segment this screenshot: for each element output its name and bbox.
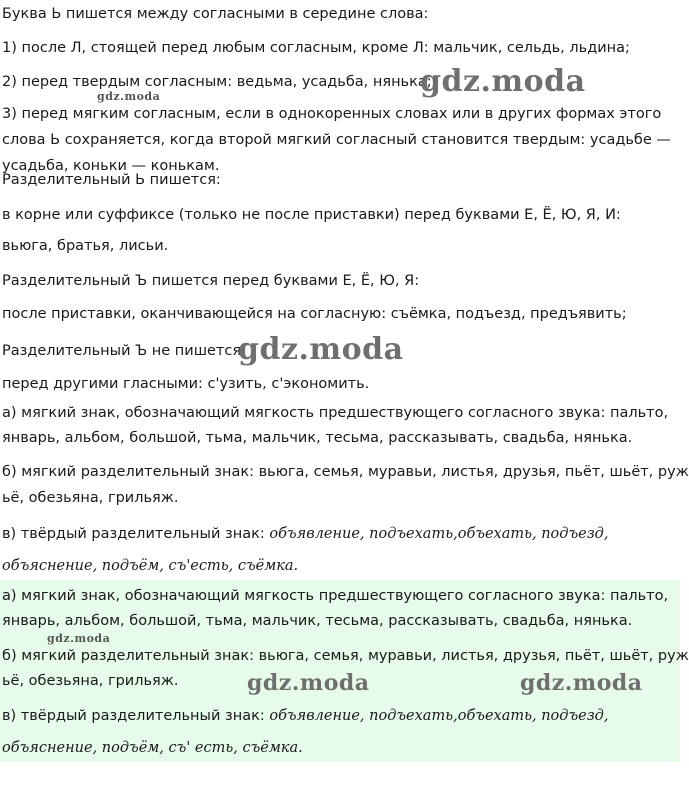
answer2-c-line-2: объяснение, подъём, съ' есть, съёмка.: [2, 740, 303, 756]
rule-3-line-1: 3) перед мягким согласным, если в однокоренных словах или в других формах этого: [2, 106, 662, 122]
watermark-4: gdz.moda: [520, 670, 643, 696]
watermark-small-1: gdz.moda: [97, 90, 161, 103]
section4-title: Разделительный Ъ не пишется:: [2, 343, 246, 359]
answer1-c-label: в) твёрдый разделительный знак:: [2, 526, 270, 542]
rule-3-line-2: слова Ь сохраняется, когда второй мягкий согласный становится твердым: усадьбе —: [2, 132, 671, 148]
rule-2: 2) перед твердым согласным: ведьма, усадьба, нянька;: [2, 74, 432, 90]
answer1-b-line-2: ьё, обезьяна, грильяж.: [2, 490, 179, 506]
section1-title: Буква Ь пишется между согласными в середине слова:: [2, 6, 429, 22]
answer1-c-line-1: [2, 524, 608, 544]
answer2-c-line-1: [2, 706, 608, 726]
rule-3-line-3: усадьба, коньки — конькам.: [2, 158, 220, 174]
section4-rule: перед другими гласными: с'узить, с'экономить.: [2, 376, 370, 392]
answer1-c-line-2: объяснение, подъём, съ'есть, съёмка.: [2, 558, 299, 574]
section2-title: Разделительный Ь пишется:: [2, 172, 221, 188]
watermark-3: gdz.moda: [247, 670, 370, 696]
section2-examples: вьюга, братья, лисьи.: [2, 238, 169, 254]
answer1-a-line-1: а) мягкий знак, обозначающий мягкость предшествующего согласного звука: пальто,: [2, 405, 669, 421]
answer2-c-words-1: объявление, подъехать,объехать, подъезд,: [269, 708, 609, 724]
answer1-a-line-2: январь, альбом, большой, тьма, мальчик, тесьма, рассказывать, свадьба, нянька.: [2, 430, 633, 446]
answer1-c-words-1: объявление, подъехать,объехать, подъезд,: [269, 526, 609, 542]
answer2-a-line-2: январь, альбом, большой, тьма, мальчик, тесьма, рассказывать, свадьба, нянька.: [2, 613, 633, 629]
answer1-b-line-1: б) мягкий разделительный знак: вьюга, семья, муравьи, листья, друзья, пьёт, шьёт, руж: [2, 464, 689, 480]
answer2-c-label: в) твёрдый разделительный знак:: [2, 708, 270, 724]
watermark-1: gdz.moda: [420, 64, 586, 99]
section2-rule: в корне или суффиксе (только не после приставки) перед буквами Е, Ё, Ю, Я, И:: [2, 207, 621, 223]
watermark-2: gdz.moda: [238, 332, 404, 367]
answer2-b-line-2: ьё, обезьяна, грильяж.: [2, 673, 179, 689]
rule-3-block: [0, 100, 680, 174]
answer2-b-line-1: б) мягкий разделительный знак: вьюга, семья, муравьи, листья, друзья, пьёт, шьёт, руж: [2, 648, 689, 664]
answer2-a-line-1: а) мягкий знак, обозначающий мягкость предшествующего согласного звука: пальто,: [2, 588, 669, 604]
section3-title: Разделительный Ъ пишется перед буквами Е, Ё, Ю, Я:: [2, 273, 420, 289]
watermark-small-2: gdz.moda: [47, 632, 111, 645]
rule-1: 1) после Л, стоящей перед любым согласным, кроме Л: мальчик, сельдь, льдина;: [2, 40, 630, 56]
section3-rule: после приставки, оканчивающейся на согласную: съёмка, подъезд, предъявить;: [2, 306, 627, 322]
